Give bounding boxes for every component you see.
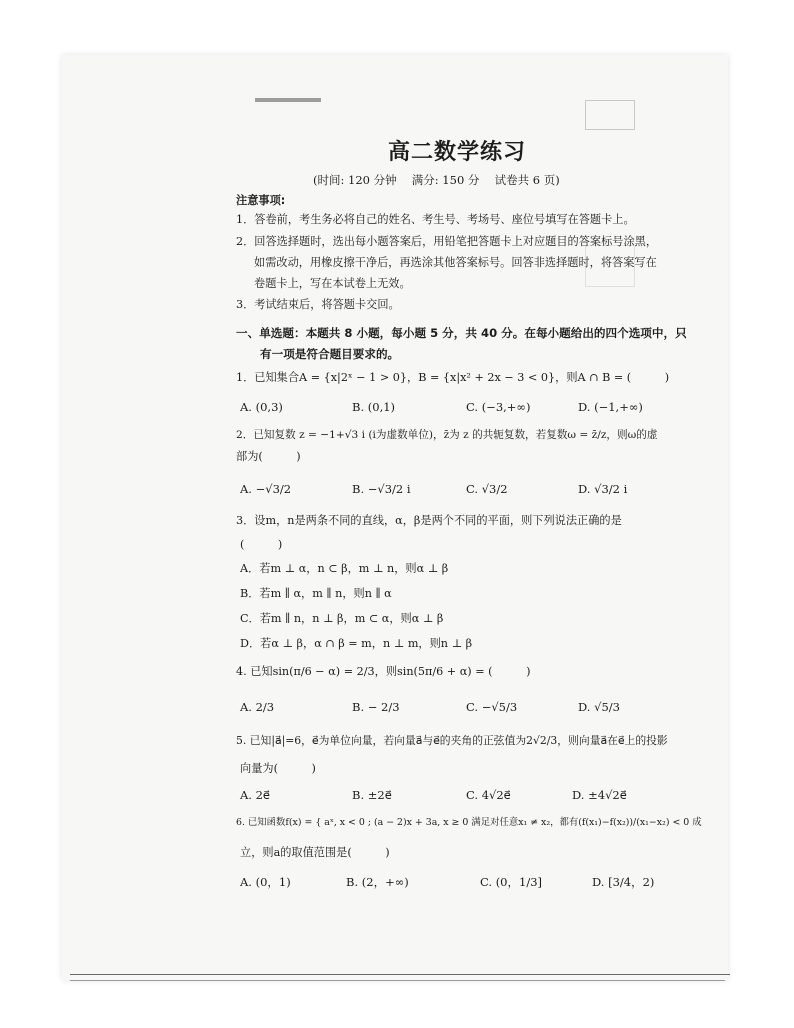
section-heading-cont: 有一项是符合题目要求的。 <box>260 347 400 361</box>
question-1: 1．已知集合A = {x|2ˣ − 1 > 0}，B = {x|x² + 2x − 3 < 0}，则A ∩ B = ( ) <box>236 371 670 384</box>
paper-edge-line-2 <box>70 980 725 981</box>
q3-option-d: D．若α ⊥ β，α ∩ β = m，n ⊥ m，则n ⊥ β <box>240 637 473 650</box>
q4-option-a: A. 2/3 <box>240 700 275 714</box>
q4-option-b: B. − 2/3 <box>352 700 400 714</box>
question-3-cont: ( ) <box>240 538 283 551</box>
q3-option-c: C．若m ∥ n，n ⊥ β，m ⊂ α，则α ⊥ β <box>240 612 444 625</box>
q2-option-c: C. √3/2 <box>466 482 508 496</box>
question-3: 3．设m，n是两条不同的直线，α，β是两个不同的平面，则下列说法正确的是 <box>236 514 622 527</box>
question-2: 2．已知复数 z = −1+√3 i (i为虚数单位)，z̄为 z 的共轭复数，若复数ω = z̄/z，则ω的虚 <box>236 429 658 441</box>
exam-info: (时间: 120 分钟 满分: 150 分 试卷共 6 页) <box>313 173 560 187</box>
question-6-cont: 立，则a的取值范围是( ) <box>240 846 390 859</box>
section-heading: 一、单选题：本题共 8 小题，每小题 5 分，共 40 分。在每小题给出的四个选项中，只 <box>236 326 687 340</box>
question-5-cont: 向量为( ) <box>240 762 316 775</box>
q1-option-c: C. (−3,+∞) <box>466 400 531 414</box>
q2-option-a: A. −√3/2 <box>240 482 292 496</box>
paper-edge-line <box>70 974 730 975</box>
notice-item: 2．回答选择题时，选出每小题答案后，用铅笔把答题卡上对应题目的答案标号涂黑， <box>236 235 658 248</box>
q5-option-d: D. ±4√2e⃗ <box>572 788 627 802</box>
q6-option-c: C. (0，1/3] <box>480 875 542 889</box>
q1-option-a: A. (0,3) <box>240 400 283 414</box>
q5-option-c: C. 4√2e⃗ <box>466 788 511 802</box>
notice-item: 如需改动，用橡皮擦干净后，再选涂其他答案标号。回答非选择题时，将答案写在 <box>254 256 657 269</box>
notice-heading: 注意事项: <box>236 194 286 207</box>
question-5: 5. 已知|a⃗|=6，e⃗为单位向量，若向量a⃗与e⃗的夹角的正弦值为2√2/3，则向量a⃗在e⃗上的投影 <box>236 734 668 747</box>
notice-item: 卷题卡上，写在本试卷上无效。 <box>254 277 411 290</box>
question-2-cont: 部为( ) <box>236 450 301 463</box>
q5-option-b: B. ±2e⃗ <box>352 788 392 802</box>
notice-item: 3．考试结束后，将答题卡交回。 <box>236 298 400 311</box>
q1-option-d: D. (−1,+∞) <box>578 400 643 414</box>
question-4: 4. 已知sin(π/6 − α) = 2/3，则sin(5π/6 + α) = ( ) <box>236 665 531 678</box>
question-6: 6. 已知函数f(x) = { aˣ, x < 0 ; (a − 2)x + 3a, x ≥ 0 满足对任意x₁ ≠ x₂，都有(f(x₁)−f(x₂))/(x₁−x₂) < 0 成 <box>236 817 702 828</box>
q1-option-b: B. (0,1) <box>352 400 396 414</box>
q3-option-a: A．若m ⊥ α，n ⊂ β，m ⊥ n，则α ⊥ β <box>240 562 449 575</box>
q4-option-c: C. −√5/3 <box>466 700 518 714</box>
page-title: 高二数学练习 <box>388 140 527 165</box>
stamp-box <box>585 100 635 130</box>
q5-option-a: A. 2e⃗ <box>240 788 271 802</box>
q2-option-d: D. √3/2 i <box>578 482 628 496</box>
q2-option-b: B. −√3/2 i <box>352 482 411 496</box>
q6-option-b: B. (2，+∞) <box>346 875 409 889</box>
q4-option-d: D. √5/3 <box>578 700 620 714</box>
q3-option-b: B．若m ∥ α，m ∥ n，则n ∥ α <box>240 587 392 600</box>
scan-mark <box>255 98 321 102</box>
notice-item: 1．答卷前，考生务必将自己的姓名、考生号、考场号、座位号填写在答题卡上。 <box>236 213 635 226</box>
q6-option-d: D. [3/4，2) <box>592 875 655 889</box>
q6-option-a: A. (0，1) <box>240 875 291 889</box>
